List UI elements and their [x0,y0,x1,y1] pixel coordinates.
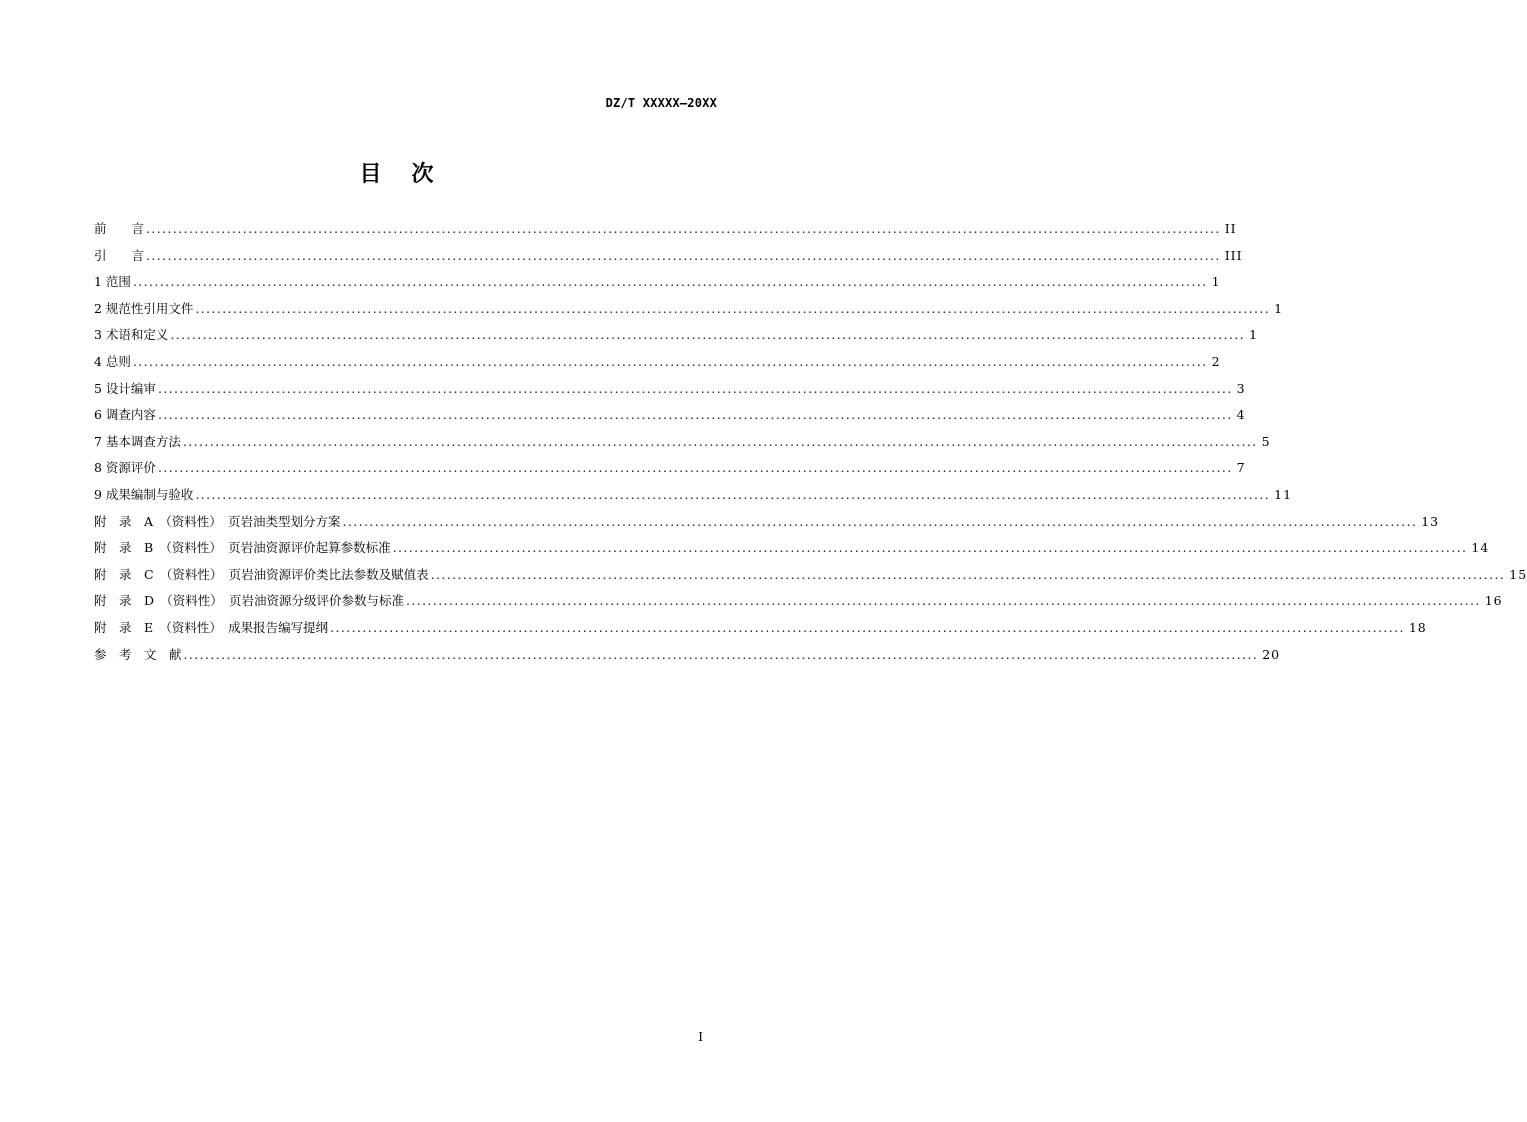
toc-entry-page: 3 [1236,380,1246,396]
toc-entry[interactable] [94,243,1243,270]
toc-leader-dots: ........................................................................................................................................................................................................ [430,566,1506,582]
toc-entry-page: 11 [1274,486,1293,502]
toc-entry-page: 2 [1211,353,1221,369]
standard-code: DZ/T XXXXX—20XX [605,96,717,110]
toc-entry-page: 1 [1249,327,1259,343]
toc-entry-label: 附 录 D （资料性） 页岩油资源分级评价参数与标准 [94,593,405,609]
toc-entry-page: 18 [1408,619,1427,635]
toc-entry-page: 7 [1236,460,1246,476]
toc-entry[interactable] [94,615,1427,642]
toc-leader-dots: ........................................................................................................................................................................................................ [392,540,1468,556]
toc-entry[interactable] [94,376,1246,403]
toc-entry-label: 1 范围 [94,274,131,290]
toc-entry-page: 16 [1484,593,1503,609]
toc-entry-page: 4 [1236,407,1246,423]
toc-leader-dots: ........................................................................................................................................................................................................ [146,221,1221,236]
toc-leader-dots: ........................................................................................................................................................................................................ [132,353,1208,369]
toc-entry-label: 参 考 文 献 [94,646,182,662]
toc-entry[interactable] [94,322,1259,349]
toc-entry-page: 14 [1471,540,1490,556]
toc-entry-label: 前 言 [94,221,145,236]
toc-leader-dots: ........................................................................................................................................................................................................ [195,486,1271,502]
toc-entry-label: 附 录 A （资料性） 页岩油类型划分方案 [94,513,341,529]
toc-entry-page: 5 [1261,433,1271,449]
toc-entry[interactable] [94,216,1237,243]
toc-leader-dots: ........................................................................................................................................................................................................ [183,646,1259,662]
toc-leader-dots: ........................................................................................................................................................................................................ [157,380,1233,396]
page-number: I [698,1030,703,1044]
toc-entry-page: 20 [1262,646,1281,662]
toc-entry[interactable] [94,455,1246,482]
toc-leader-dots: ........................................................................................................................................................................................................ [170,327,1246,343]
toc-entry[interactable] [94,296,1284,323]
toc-entry-label: 7 基本调查方法 [94,433,181,449]
toc-leader-dots: ........................................................................................................................................................................................................ [182,433,1258,449]
toc-entry-label: 附 录 C （资料性） 页岩油资源评价类比法参数及赋值表 [94,566,429,582]
toc-entry-label: 2 规范性引用文件 [94,300,194,316]
toc-entry-page: II [1224,221,1237,236]
toc-entry-label: 附 录 E （资料性） 成果报告编写提纲 [94,619,329,635]
toc-entry[interactable] [94,482,1293,509]
toc-entry-page: 1 [1211,274,1221,290]
toc-entry[interactable] [94,562,1527,589]
toc-entry[interactable] [94,588,1503,615]
toc-leader-dots: ........................................................................................................................................................................................................ [157,460,1233,476]
toc-leader-dots: ........................................................................................................................................................................................................ [406,593,1481,609]
toc-entry-label: 5 设计编审 [94,380,156,396]
toc-entry-page: III [1224,247,1243,263]
page-title: 目次 [359,162,464,187]
toc-entry[interactable] [94,509,1440,536]
toc-entry[interactable] [94,269,1221,296]
toc-entry-page: 15 [1509,566,1527,582]
toc-entry-page: 1 [1274,300,1284,316]
toc-entry[interactable] [94,642,1281,669]
toc-entry-label: 3 术语和定义 [94,327,169,343]
toc-entry-label: 引 言 [94,247,145,263]
toc-entry[interactable] [94,429,1271,456]
toc-entry-label: 6 调查内容 [94,407,156,423]
toc-leader-dots: ........................................................................................................................................................................................................ [330,619,1405,635]
toc-leader-dots: ........................................................................................................................................................................................................ [146,247,1221,263]
toc-entry-page: 13 [1421,513,1440,529]
toc-leader-dots: ........................................................................................................................................................................................................ [342,513,1418,529]
toc-leader-dots: ........................................................................................................................................................................................................ [157,407,1233,423]
toc-entry-label: 8 资源评价 [94,460,156,476]
table-of-contents [94,216,1527,668]
toc-entry[interactable] [94,535,1490,562]
toc-leader-dots: ........................................................................................................................................................................................................ [195,300,1271,316]
toc-entry-label: 9 成果编制与验收 [94,486,194,502]
toc-entry[interactable] [94,402,1246,429]
toc-entry[interactable] [94,349,1221,376]
toc-leader-dots: ........................................................................................................................................................................................................ [132,274,1208,290]
toc-entry-label: 附 录 B （资料性） 页岩油资源评价起算参数标准 [94,540,391,556]
toc-entry-label: 4 总则 [94,353,131,369]
